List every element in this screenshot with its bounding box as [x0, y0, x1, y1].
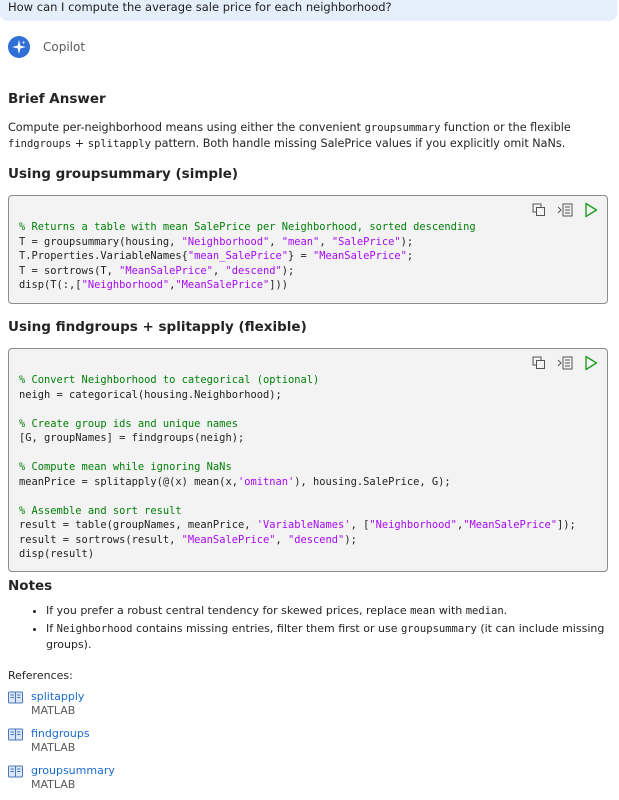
reference-title[interactable]: groupsummary: [31, 764, 115, 777]
copilot-sparkle-icon: [8, 36, 30, 58]
code-toolbar: [531, 355, 599, 371]
code-listing-findgroups: [19, 373, 576, 562]
assistant-name: Copilot: [43, 40, 86, 54]
code-comment: % Create group ids and unique names: [19, 417, 238, 430]
code-line: [19, 505, 182, 517]
code-string: 'VariableNames': [256, 519, 351, 531]
code-token: );: [281, 264, 295, 277]
code-line: [19, 548, 94, 560]
code-token: ;: [406, 250, 414, 262]
code-token: T = groupsummary(housing,: [19, 235, 182, 248]
code-line: [19, 534, 357, 546]
reference-source: MATLAB: [31, 704, 76, 717]
code-line: [19, 265, 294, 277]
code-string: "Neighborhood": [181, 235, 270, 248]
copy-icon[interactable]: [531, 202, 547, 218]
code-token: , [: [350, 519, 370, 531]
reference-item-findgroups[interactable]: [8, 727, 90, 755]
reference-item-splitapply[interactable]: [8, 690, 84, 718]
code-token: ,: [169, 279, 176, 291]
code-string: "descend": [225, 264, 282, 277]
code-token: ,: [212, 264, 226, 277]
code-token: );: [400, 235, 414, 248]
section-heading-groupsummary: Using groupsummary (simple): [8, 166, 239, 182]
code-token: ,: [456, 519, 464, 531]
code-comment: % Assemble and sort result: [19, 504, 182, 517]
run-icon[interactable]: [583, 355, 599, 371]
reference-source: MATLAB: [31, 778, 76, 791]
code-line: [19, 279, 288, 291]
code-token: ,: [269, 235, 282, 248]
brief-answer-text: Compute per-neighborhood means using either the convenient groupsummary function or the flexible findgroups + splitapply pattern. Both handle missing SalePrice values if you explicitly omit NaNs.: [8, 121, 571, 150]
code-line: [19, 250, 413, 262]
code-string: "mean_SalePrice": [187, 250, 288, 262]
notes-heading: Notes: [8, 578, 53, 594]
code-line: [19, 476, 451, 488]
assistant-header: [8, 35, 85, 59]
section-heading-findgroups: Using findgroups + splitapply (flexible): [8, 319, 307, 335]
insert-icon[interactable]: [557, 355, 573, 371]
code-token: disp(result): [19, 548, 95, 560]
references-label: References:: [8, 669, 73, 682]
code-token: ,: [275, 533, 289, 546]
code-token: ,: [319, 235, 332, 248]
code-line: [19, 461, 232, 473]
copy-icon[interactable]: [531, 355, 547, 371]
code-token: meanPrice = splitapply(@(x) mean(x,: [19, 475, 238, 488]
insert-icon[interactable]: [557, 202, 573, 218]
code-string: "mean": [281, 235, 320, 248]
code-token: disp(T(:,[: [19, 279, 82, 291]
run-icon[interactable]: [583, 202, 599, 218]
note-item: • If Neighborhood contains missing entries, filter them first or use groupsummary (it can include missing groups).: [46, 621, 606, 653]
code-token: result = table(groupNames, meanPrice,: [19, 519, 257, 531]
code-string: "MeanSalePrice": [463, 519, 558, 531]
code-toolbar: [531, 202, 599, 218]
code-token: T = sortrows(T,: [19, 264, 120, 277]
code-line: [19, 418, 238, 430]
notes-list: [8, 603, 606, 654]
reference-title[interactable]: findgroups: [31, 727, 90, 740]
code-token: [G, groupNames] = findgroups(neigh);: [19, 432, 245, 444]
code-string: 'omitnan': [237, 475, 295, 488]
code-block-findgroups: [8, 348, 608, 572]
code-token: ])): [269, 279, 289, 291]
code-comment: % Returns a table with mean SalePrice per Neighborhood, sorted descending: [19, 221, 476, 233]
code-token: neigh = categorical(housing.Neighborhood);: [19, 388, 282, 401]
user-query: [0, 0, 617, 21]
code-line: [19, 236, 413, 248]
code-string: "MeanSalePrice": [175, 279, 270, 291]
code-line: [19, 389, 282, 401]
code-string: "MeanSalePrice": [119, 264, 213, 277]
reference-source: MATLAB: [31, 741, 76, 754]
book-icon: [8, 728, 23, 742]
code-token: } =: [288, 250, 314, 262]
code-string: "MeanSalePrice": [181, 533, 276, 546]
code-block-groupsummary: [8, 195, 608, 304]
code-line: [19, 519, 576, 531]
reference-title[interactable]: splitapply: [31, 690, 85, 703]
code-line: [19, 432, 244, 444]
code-string: "MeanSalePrice": [313, 250, 407, 262]
book-icon: [8, 691, 23, 705]
brief-answer-heading: Brief Answer: [8, 91, 106, 107]
code-token: ]);: [557, 519, 576, 531]
code-token: ), housing.SalePrice, G);: [294, 475, 451, 488]
code-line: [19, 221, 476, 233]
code-comment: % Compute mean while ignoring NaNs: [19, 461, 232, 473]
code-token: T.Properties.VariableNames{: [19, 250, 188, 262]
code-token: );: [344, 533, 357, 546]
reference-item-groupsummary[interactable]: [8, 764, 115, 792]
code-string: "descend": [288, 533, 345, 546]
note-item: • If you prefer a robust central tendency for skewed prices, replace mean with median.: [46, 603, 606, 620]
code-comment: % Convert Neighborhood to categorical (optional): [19, 374, 320, 386]
code-string: "Neighborhood": [81, 279, 170, 291]
code-line: [19, 374, 319, 386]
query-text: How can I compute the average sale price for each neighborhood?: [8, 0, 392, 14]
code-string: "SalePrice": [331, 235, 401, 248]
code-string: "Neighborhood": [369, 519, 457, 531]
code-token: result = sortrows(result,: [19, 533, 182, 546]
book-icon: [8, 765, 23, 779]
code-listing-groupsummary: [19, 220, 476, 293]
